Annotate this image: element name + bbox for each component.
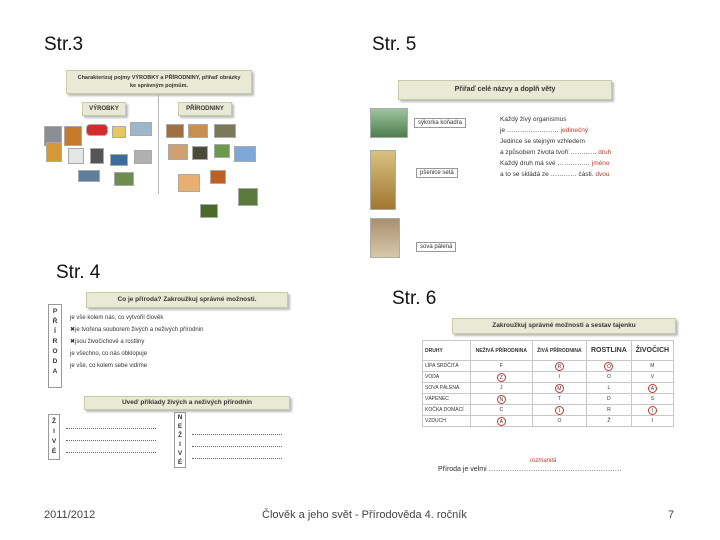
table-row: VZDUCH A O Ž I [423, 416, 674, 427]
thumb-product-3 [112, 126, 126, 138]
option-4: je všechno, co nás obklopuje [70, 351, 148, 357]
label-nature: PŘÍRODNINY [178, 102, 232, 116]
option-2: ✖je tvořena souborem živých a neživých přírodnin [70, 327, 204, 333]
option-5: je vše, co kolem sebe vidíme [70, 363, 148, 369]
sentence-2: je …………………… jedinečný [500, 127, 589, 134]
photo-wheat [370, 150, 396, 210]
page3-instruction-banner: Charakterizuj pojmy VÝROBKY a PŘÍRODNINY, přiřaď obrázky ke správným pojmům. [66, 70, 252, 94]
option-3: ✖jsou živočichové a rostliny [70, 339, 145, 345]
option-1: je vše kolem nás, co vytvořil člověk [70, 315, 164, 321]
table-header: ŽIVOČICH [631, 341, 673, 361]
secret-answer: rozmanitá [530, 458, 557, 464]
thumb-cat [178, 174, 200, 192]
table-header: NEŽIVÁ PŘÍRODNINA [470, 341, 532, 361]
label-owl: sova pálená [416, 242, 456, 252]
vertical-word-zive: Ž I V É [48, 414, 60, 460]
photo-tit-bird [370, 108, 408, 138]
thumb-product-8 [134, 150, 152, 164]
answer-2: druh [598, 149, 612, 156]
column-divider [158, 94, 159, 194]
page6-instruction-banner: Zakroužkuj správné možnosti a sestav tajenku [452, 318, 676, 334]
thumb-nature-3 [214, 124, 236, 138]
thumb-nature-7 [210, 170, 226, 184]
photo-owl [370, 218, 400, 258]
footer-title: Člověk a jeho svět - Přírodověda 4. ročník [262, 509, 467, 521]
table-row: KOČKA DOMÁCÍ C I R I [423, 405, 674, 416]
label-tit: sýkorka koňadra [414, 118, 466, 128]
page3-panel [38, 64, 262, 216]
heading-page-6: Str. 6 [392, 288, 437, 309]
footer-page-number: 7 [668, 509, 675, 521]
thumb-nature-2 [188, 124, 208, 138]
page5-sentences [500, 114, 620, 180]
nonliving-examples-lines [192, 426, 282, 462]
thumb-product-4 [130, 122, 152, 136]
label-products: VÝROBKY [82, 102, 126, 116]
thumb-nature-6 [234, 146, 256, 162]
table-row: VODA Z I O V [423, 372, 674, 383]
thumb-dog [168, 144, 188, 160]
footer-year: 2011/2012 [44, 509, 96, 521]
sentence-4: a způsobem života tvoří ………… druh [500, 149, 612, 156]
table-header: DRUHY [423, 341, 471, 361]
secret-sentence: Příroda je velmi ………………………………………………… [438, 466, 622, 473]
sentence-3: Jedince se stejným vzhledem [500, 138, 585, 145]
thumb-chair [46, 142, 62, 162]
thumb-product-5 [68, 148, 84, 164]
thumb-product-10 [114, 172, 134, 186]
page4-panel [46, 290, 302, 470]
page4-examples-banner: Uveď příklady živých a neživých přírodnin [84, 396, 290, 410]
thumb-product-6 [90, 148, 104, 164]
table-header: ROSTLINA [587, 341, 632, 361]
thumb-nature-1 [166, 124, 184, 138]
sentence-6: a to se skládá ze ………… části. dvou [500, 171, 610, 178]
label-wheat: pšenice setá [416, 168, 458, 178]
thumb-car [86, 124, 108, 136]
vertical-word-priroda: P Ř Í R O D A [48, 304, 62, 388]
thumb-product-2 [64, 126, 82, 146]
heading-page-5: Str. 5 [372, 34, 417, 55]
vertical-word-nezive: N E Ž I V É [174, 412, 186, 468]
thumb-nature-8 [238, 188, 258, 206]
heading-page-3: Str.3 [44, 34, 84, 55]
thumb-product-9 [78, 170, 100, 182]
answer-1: jedinečný [560, 127, 589, 134]
sentence-5: Každý druh má své …………… jméno [500, 160, 610, 167]
table-row: VÁPENEC N T D S [423, 394, 674, 405]
living-examples-lines [66, 420, 156, 456]
thumb-nature-9 [200, 204, 218, 218]
thumb-nature-4 [192, 146, 208, 160]
table-header-row [423, 341, 674, 361]
table-row: LÍPA SRDČITÁ F R O M [423, 361, 674, 372]
page4-instruction-banner: Co je příroda? Zakroužkuj správné možnosti. [86, 292, 288, 308]
secret-word-table [422, 340, 674, 427]
page4-options [70, 312, 270, 372]
answer-3: jméno [591, 160, 610, 167]
page6-panel [418, 316, 680, 480]
table-row: SOVA PÁLENÁ J M L A [423, 383, 674, 394]
table-header: ŽIVÁ PŘÍRODNINA [532, 341, 586, 361]
thumb-nature-5 [214, 144, 230, 158]
page5-panel [368, 78, 620, 262]
page5-instruction-banner: Přiřaď celé názvy a doplň věty [398, 80, 612, 100]
heading-page-4: Str. 4 [56, 262, 101, 283]
sentence-1: Každý živý organismus [500, 116, 567, 123]
thumb-product-7 [110, 154, 128, 166]
answer-4: dvou [595, 171, 610, 178]
